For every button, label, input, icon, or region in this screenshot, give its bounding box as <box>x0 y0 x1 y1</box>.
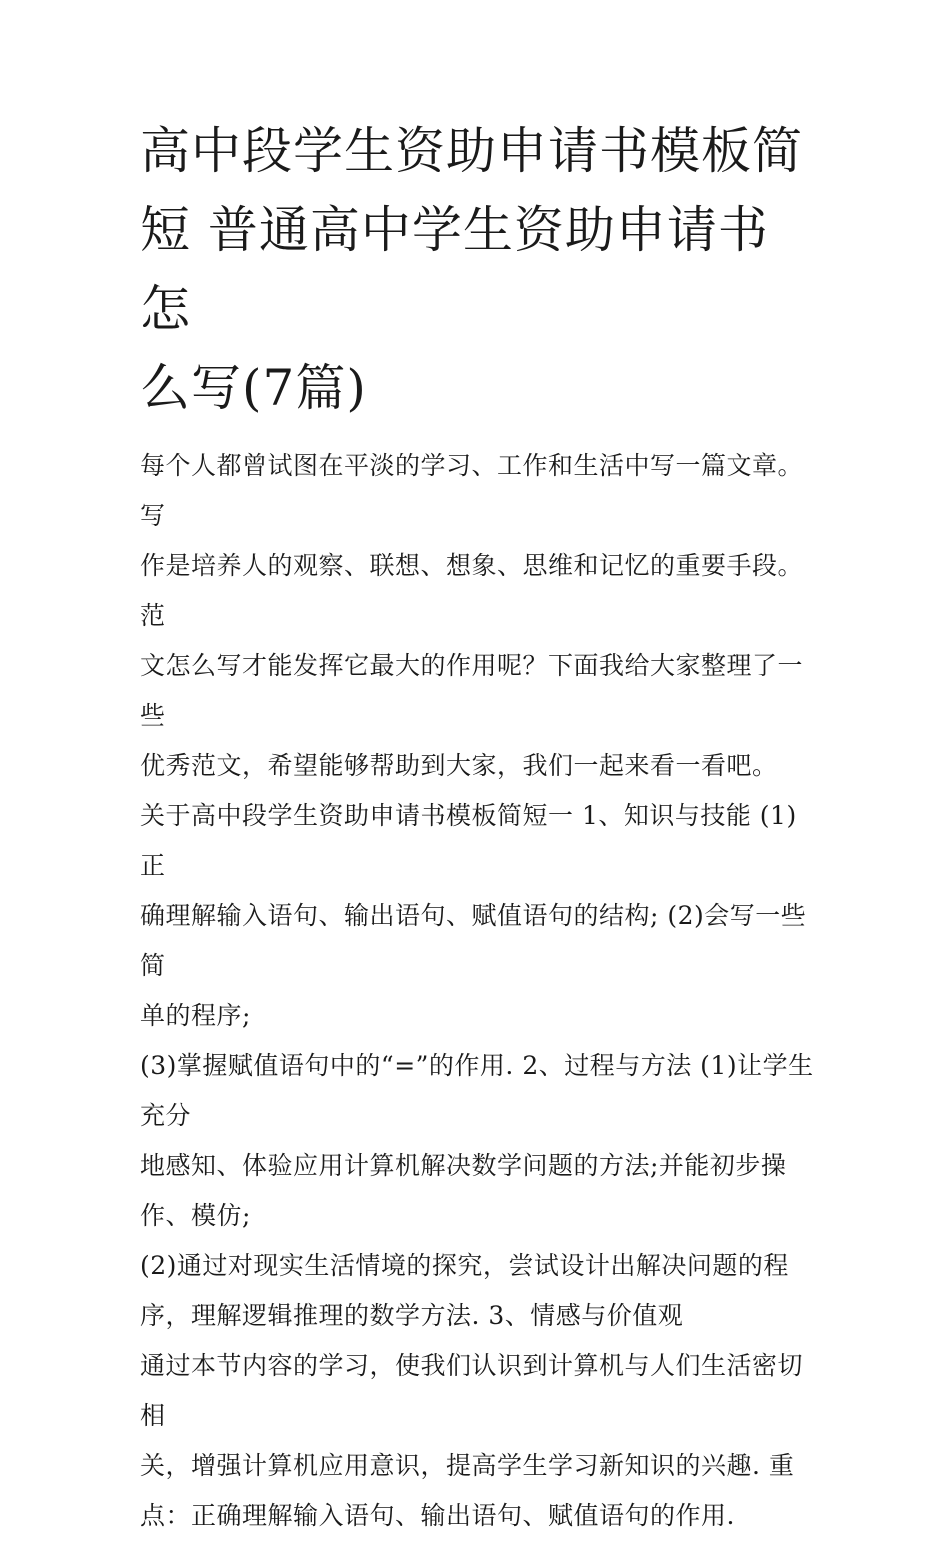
body-line: 序，理解逻辑推理的数学方法. 3、情感与价值观 <box>140 1301 684 1330</box>
body-line: 确理解输入语句、输出语句、赋值语句的结构; (2)会写一些简 <box>140 901 807 980</box>
body-line: 关于高中段学生资助申请书模板简短一 1、知识与技能 (1)正 <box>140 801 797 880</box>
body-line: (3)掌握赋值语句中的“=”的作用. 2、过程与方法 (1)让学生充分 <box>140 1051 814 1130</box>
intro-line: 文怎么写才能发挥它最大的作用呢？下面我给大家整理了一些 <box>140 651 804 730</box>
document-title <box>140 112 815 428</box>
intro-line: 优秀范文，希望能够帮助到大家，我们一起来看一看吧。 <box>140 751 778 780</box>
intro-paragraph <box>140 441 815 791</box>
body-line: 作、模仿; <box>140 1201 251 1230</box>
body-line: 关，增强计算机应用意识，提高学生学习新知识的兴趣. 重 <box>140 1451 795 1480</box>
body-line: (2)通过对现实生活情境的探究，尝试设计出解决问题的程 <box>140 1251 789 1280</box>
intro-line: 每个人都曾试图在平淡的学习、工作和生活中写一篇文章。写 <box>140 451 804 530</box>
section-body <box>140 791 815 1541</box>
body-line: 单的程序; <box>140 1001 251 1030</box>
document-page <box>140 112 815 1541</box>
title-line-2: 短 普通高中学生资助申请书怎 <box>140 201 769 338</box>
intro-line: 作是培养人的观察、联想、想象、思维和记忆的重要手段。范 <box>140 551 804 630</box>
body-line: 点：正确理解输入语句、输出语句、赋值语句的作用. <box>140 1501 735 1530</box>
title-line-3: 么写(7篇) <box>140 359 367 417</box>
title-line-1: 高中段学生资助申请书模板简 <box>140 122 803 180</box>
body-line: 地感知、体验应用计算机解决数学问题的方法;并能初步操 <box>140 1151 787 1180</box>
body-line: 通过本节内容的学习，使我们认识到计算机与人们生活密切相 <box>140 1351 804 1430</box>
